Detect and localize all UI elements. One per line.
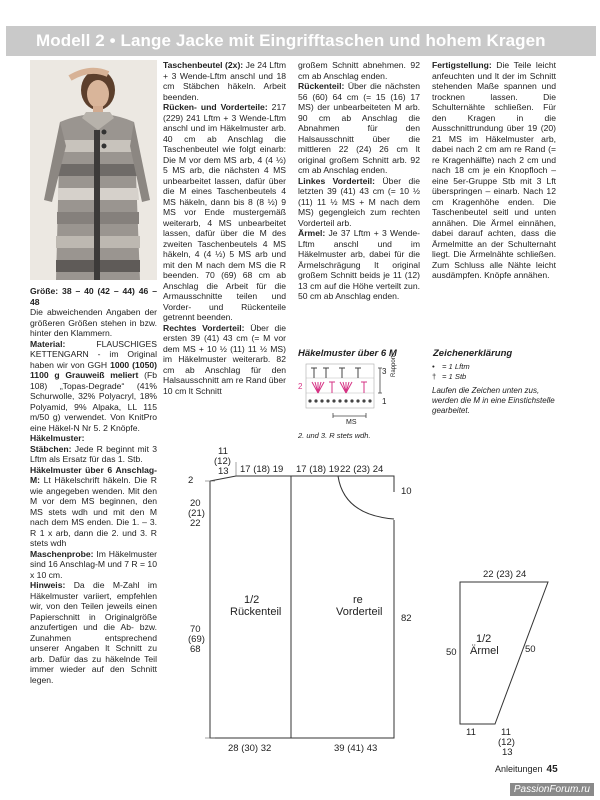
dc-symbol-icon: †: [432, 372, 437, 381]
row-number-3: 3: [382, 367, 387, 376]
finishing-text: Die Teile leicht anfeuchten und lt der im Schnitt stehenden Maße spannen und trocknen lassen. Die Schulternähte schließen. Für den Kragen in die Ausschnittrundung über 19 (20) 21 MS im Häkelmuster arb, dabei nach 2 cm am re Rand (= re Kragenhälfte) nach 2 cm und nach 18 cm je ein Knopfloch – eine 5er-Gruppe Stb mit 3 Lft überspringen – einarb. Nach 12 cm Kragenhöhe enden. Die Taschenbeutel seitl und unten annähen. Die Ärmel einnähen, dabei darauf achten, dass die Ärmelmitte an der Schulternaht liegt. Die Ärmelnähte schließen. Zum Schluss alle Nähte leicht ausdämpfen. Knöpfe annähen.: [432, 60, 556, 280]
left-22: 22: [190, 518, 201, 529]
left-69: (69): [188, 634, 205, 645]
sleeve-bottom-left-11: 11: [466, 727, 476, 738]
left-70: 70: [190, 624, 201, 635]
pocket-text: Je 24 Lftm + 3 Wende-Lftm anschl und 18 cm Stäbchen häkeln. Arbeit beenden.: [163, 60, 286, 102]
hint-text: Da die M-Zahl im Häkelmuster variiert, empfehlen wir, von den Teilen jeweils einen Papierschnitt in Originalgröße anzufertigen und die Ab- bzw. Zunahmen entsprechend unserer Angaben lt Schnitt zu arb. Dafür das zu häkelnde Teil immer wieder auf den Schnitt legen.: [30, 580, 157, 685]
footer: [495, 764, 558, 775]
gauge-heading: Maschenprobe:: [30, 548, 94, 559]
gauge-text: Im Häkelmuster sind 16 Anschlag-M und 7 R = 10 x 10 cm.: [30, 548, 157, 580]
right-82: 82: [401, 613, 412, 624]
neck-width-12: (12): [214, 456, 231, 467]
sleeve-heading: Ärmel:: [298, 228, 326, 238]
footer-label: Anleitungen: [495, 764, 543, 774]
right-10: 10: [401, 486, 412, 497]
back-label: Rückenteil: [230, 606, 282, 618]
neck-width-13: 13: [218, 466, 229, 477]
repeat-label: Rapport: [391, 355, 397, 377]
row-number-2: 2: [298, 382, 303, 391]
left-68: 68: [190, 644, 201, 655]
left-20: 20: [190, 498, 201, 509]
column-2: [163, 60, 286, 396]
body-text: 217 (229) 241 Lftm + 3 Wende-Lftm anschl und im Häkelmuster arb. 40 cm ab Anschlag die Taschenbeutel wie folgt einarb: Die M vor dem MS arb, 4 (4 ½) 5 MS arb, die nächsten 4 MS unbearbeitet lassen, dafür über die M eines Taschenbeutels 4 MS häkeln, dann bis 8 (8 ½) 9 MS vor Ende mustergemäß weiterarb, 4 MS unbearbeitet lassen, dafür über die M des zweiten Taschenbeutels 4 MS häkeln, 4 (4 ½) 5 MS arb und mit den M nach dem MS die R beenden. 70 (69) 68 cm ab Anschlag die Arbeit für die Armausschnitte teilen und Vorder- und Rückenteile getrennt beenden.: [163, 102, 287, 322]
staebchen-text: Jede R beginnt mit 3 Lftm als Ersatz für das 1. Stb.: [30, 443, 157, 464]
column-1: [30, 286, 157, 685]
finishing-heading: Fertigstellung:: [432, 60, 492, 70]
chart-title: Häkelmuster über 6 M: [298, 348, 397, 359]
column-3: [298, 60, 420, 302]
shoulder-back: 17 (18) 19: [240, 464, 284, 475]
sleeve-right-50: 50: [525, 644, 536, 655]
size-heading: Größe: 38 – 40 (42 – 44) 46 – 48: [30, 286, 157, 307]
page-number: 45: [546, 764, 558, 775]
legend-note: Laufen die Zeichen unten zus, werden die M in eine Einstichstelle gearbeitet.: [432, 386, 555, 415]
watermark: PassionForum.ru: [510, 783, 594, 796]
back-text: Über die nächsten 56 (60) 64 cm (= 15 (16) 17 MS) der unbearbeiteten M arb. 90 cm ab Anschlag die Abnahmen für den Halsausschnitt über die mittleren 22 (24) 26 cm lt original großem Schnitt arb. 92 cm ab Anschlag enden.: [298, 81, 420, 175]
sleeve-text: Je 37 Lftm + 3 Wende-Lftm anschl und im Häkelmuster arb, dabei für die Ärmelschrägung lt original großem Schnitt beids je 11 (12) 13 cm auf die Höhe verteilt zun. 50 cm ab Anschlag enden.: [298, 228, 420, 301]
sleeve-left-50: 50: [446, 647, 457, 658]
material-text-2: (Fb 108) „Topas-Degrade“ (41% Schurwolle, 32% Polyacryl, 18% Polyamid, 9% Alpaka, LL 115 m/50 g) verwendet. Von KnitPro eine Häkel-N Nr 5. 2 Knöpfe.: [30, 370, 157, 433]
continued-text: großem Schnitt abnehmen. 92 cm ab Anschlag enden.: [298, 60, 420, 81]
sleeve-bottom-11: 11: [501, 727, 511, 738]
sleeve-bottom-13: 13: [502, 747, 513, 758]
shoulder-front: 17 (18) 19: [296, 464, 340, 475]
back-label-fraction: 1/2: [244, 594, 260, 606]
bottom-front: 39 (41) 43: [334, 743, 378, 754]
neck-width-11: 11: [218, 446, 228, 457]
row-number-1: 1: [382, 397, 387, 406]
left-21: (21): [188, 508, 205, 519]
right-front-heading: Rechtes Vorderteil:: [163, 322, 245, 333]
legend-chain: = 1 Lftm: [442, 362, 470, 371]
anschlag-heading: Häkelmuster über 6 Anschlag-M:: [30, 464, 157, 485]
pocket-heading: Taschenbeutel (2x):: [163, 60, 244, 70]
front-label-side: re: [353, 594, 363, 606]
size-text: Die abweichenden Angaben der größeren Größen stehen in bzw. hinter den Klammern.: [30, 307, 157, 338]
sleeve-label: Ärmel: [470, 645, 499, 657]
pattern-heading: Häkelmuster:: [30, 433, 85, 443]
neck-front: 22 (23) 24: [340, 464, 384, 475]
left-2: 2: [188, 475, 194, 486]
model-photo-illustration: [30, 60, 157, 280]
chart-note: 2. und 3. R stets wdh.: [298, 431, 371, 440]
title-bar: [6, 26, 596, 56]
legend-dc: = 1 Stb: [442, 372, 467, 381]
sleeve-bottom-12: (12): [498, 737, 515, 748]
page-title: Modell 2 • Lange Jacke mit Eingrifftaschen und hohem Kragen: [36, 31, 546, 50]
hint-heading: Hinweis:: [30, 580, 66, 590]
column-4: [432, 60, 556, 281]
material-bold: 1000 (1050) 1100 g Grauweiß meliert: [30, 359, 157, 380]
bottom-back: 28 (30) 32: [228, 743, 272, 754]
left-front-text: Über die letzten 39 (41) 43 cm (= 10 ½ (11) 11 ½ MS + M nach dem MS) gegengleich zum rechten Vorderteil arb.: [298, 175, 421, 228]
chain-symbol-icon: •: [432, 362, 435, 371]
sleeve-label-fraction: 1/2: [476, 633, 492, 645]
model-photo: [30, 60, 157, 280]
back-heading: Rückenteil:: [298, 81, 345, 91]
sleeve-top: 22 (23) 24: [483, 569, 527, 580]
staebchen-heading: Stäbchen:: [30, 443, 72, 454]
ms-label: MS: [346, 419, 357, 426]
material-heading: Material:: [30, 338, 66, 349]
body-heading: Rücken- und Vorderteile:: [163, 102, 268, 112]
legend-title: Zeichenerklärung: [433, 348, 513, 359]
anschlag-text: Lt Häkelschrift häkeln. Die R wie angegeben wenden. Mit den M vor dem MS beginnen, den MS stets wdh und mit den M nach dem MS enden. Die 1. – 3. R 1 x arb, dann die 2. und 3. R stets wdh: [30, 475, 157, 548]
left-front-heading: Linkes Vorderteil:: [298, 175, 376, 186]
front-label: Vorderteil: [336, 606, 383, 618]
material-text: FLAUSCHIGES KETTENGARN - im Original haben wir von GGH: [30, 338, 157, 370]
right-front-text: Über die ersten 39 (41) 43 cm (= M vor dem MS + 10 ½ (11) 11 ½ MS) im Häkelmuster weiterarb. 82 cm ab Anschlag für den Halsausschnitt am re Rand über 10 cm lt Schnitt: [163, 322, 286, 396]
legend: [432, 362, 470, 382]
